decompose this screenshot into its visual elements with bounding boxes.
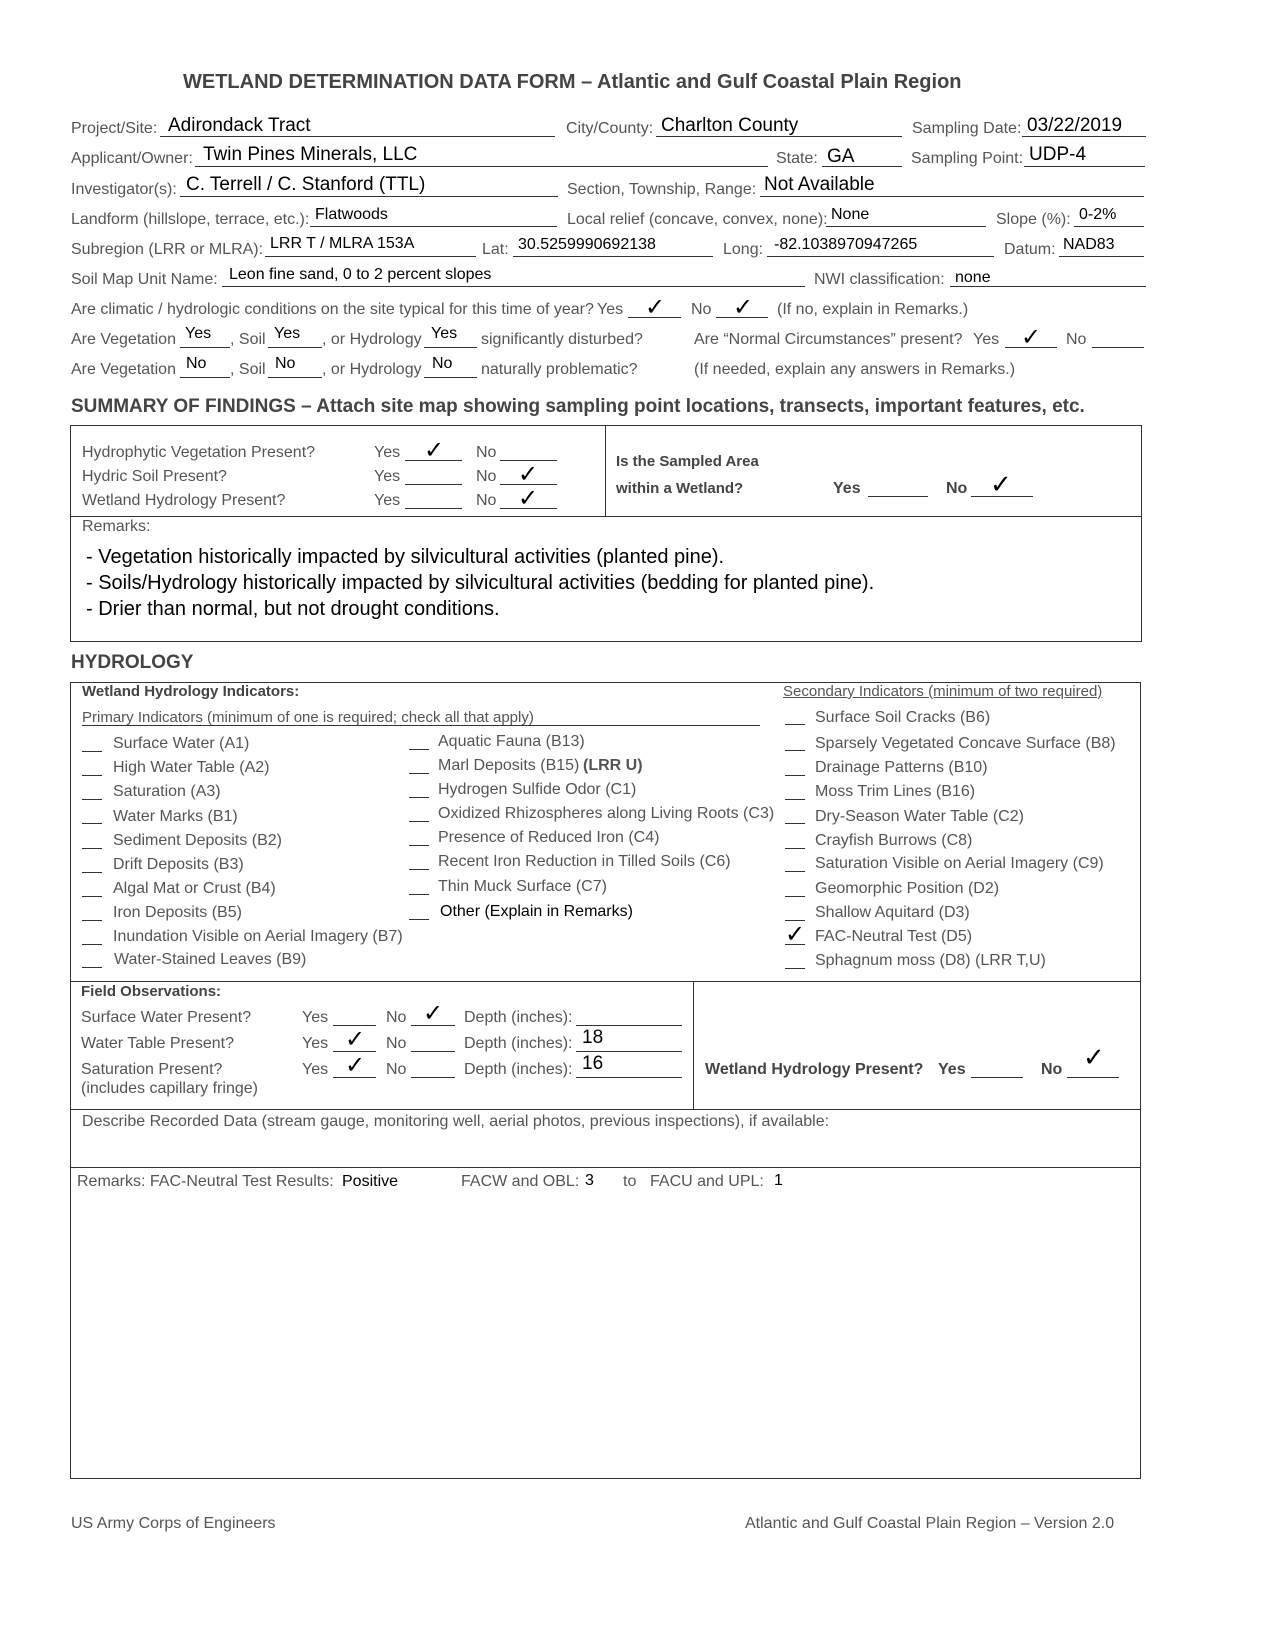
investigator-underline [180, 196, 558, 197]
primary-8-blank[interactable] [82, 920, 102, 921]
saturation-depth-line [576, 1077, 682, 1078]
primary-11-blank[interactable] [409, 749, 429, 750]
surface-water-depth-label: Depth (inches): [464, 1009, 573, 1026]
primary-10-blank[interactable] [82, 967, 102, 968]
problematic-hydro-label: , or Hydrology [322, 361, 422, 378]
water-table-depth-line [576, 1051, 682, 1052]
date-value[interactable]: 03/22/2019 [1027, 115, 1123, 136]
summary-remark-1: - Vegetation historically impacted by silvicultural activities (planted pine). [86, 546, 725, 568]
summary-remarks-label: Remarks: [82, 518, 151, 535]
climatic-no-check[interactable]: ✓ [733, 293, 754, 321]
secondary-saturation-visible: Saturation Visible on Aerial Imagery (C9) [815, 855, 1104, 872]
hydric-yes-line [405, 484, 462, 485]
wh-present-label: Wetland Hydrology Present? [705, 1061, 924, 1078]
project-value[interactable]: Adirondack Tract [168, 115, 311, 136]
disturbed-hydro-label: , or Hydrology [322, 331, 422, 348]
hydrology-heading: HYDROLOGY [71, 652, 194, 673]
saturation-depth-label: Depth (inches): [464, 1061, 573, 1078]
long-value[interactable]: -82.1038970947265 [774, 236, 918, 253]
problematic-soil-value[interactable]: No [275, 355, 296, 372]
hydrophytic-yes-check[interactable]: ✓ [424, 436, 445, 464]
secondary-shallow-aquitard: Shallow Aquitard (D3) [815, 904, 970, 921]
hydrophytic-no-label: No [476, 444, 497, 461]
fac-result-value: Positive [342, 1173, 399, 1190]
nwi-value[interactable]: none [955, 269, 991, 286]
summary-divider [605, 425, 606, 516]
primary-4-blank[interactable] [82, 823, 102, 824]
project-underline [160, 136, 555, 137]
primary-inundation: Inundation Visible on Aerial Imagery (B7) [113, 928, 403, 945]
sampled-area-line2: within a Wetland? [616, 480, 744, 497]
hydrology-remarks-label: Remarks: FAC-Neutral Test Results: [77, 1173, 334, 1190]
wh-present-no-label: No [1041, 1061, 1063, 1078]
primary-9-blank[interactable] [82, 944, 102, 945]
normal-no-label: No [1066, 331, 1087, 348]
wh-present-yes-label: Yes [938, 1061, 966, 1078]
saturation-no-label: No [386, 1061, 407, 1078]
field-obs-bottom [70, 1109, 1140, 1110]
problematic-veg-line [180, 377, 230, 378]
primary-lrr-u: (LRR U) [583, 757, 643, 774]
problematic-hydro-line [424, 377, 477, 378]
climatic-no-label: No [691, 301, 712, 318]
primary-6-blank[interactable] [82, 872, 102, 873]
primary-water-marks: Water Marks (B1) [113, 808, 238, 825]
section-value[interactable]: Not Available [764, 174, 875, 195]
primary-15-blank[interactable] [409, 845, 429, 846]
primary-17-blank[interactable] [409, 894, 429, 895]
date-label: Sampling Date: [912, 120, 1022, 137]
primary-reduced-iron: Presence of Reduced Iron (C4) [438, 829, 660, 846]
water-table-depth-value[interactable]: 18 [582, 1027, 604, 1048]
primary-13-blank[interactable] [409, 797, 429, 798]
hydric-yes-label: Yes [374, 468, 401, 485]
secondary-sphagnum-moss: Sphagnum moss (D8) (LRR T,U) [815, 952, 1046, 969]
landform-value[interactable]: Flatwoods [315, 206, 388, 223]
landform-underline [310, 226, 557, 227]
primary-algal-mat: Algal Mat or Crust (B4) [113, 880, 276, 897]
secondary-surface-soil-cracks: Surface Soil Cracks (B6) [815, 709, 991, 726]
wetland-hydro-yes-line [405, 508, 462, 509]
secondary-geomorphic-position: Geomorphic Position (D2) [815, 880, 1000, 897]
lat-underline [513, 256, 713, 257]
facw-value: 3 [585, 1172, 594, 1189]
climatic-yes-check[interactable]: ✓ [645, 293, 666, 321]
primary-3-blank[interactable] [82, 799, 102, 800]
secondary-drainage-patterns: Drainage Patterns (B10) [815, 759, 988, 776]
secondary-fac-neutral-check[interactable]: ✓ [785, 920, 806, 948]
recorded-data-label: Describe Recorded Data (stream gauge, monitoring well, aerial photos, previous inspections), if available: [82, 1113, 830, 1130]
normal-question: Are “Normal Circumstances” present? [694, 331, 963, 348]
saturation-no-line [411, 1077, 455, 1078]
landform-label: Landform (hillslope, terrace, etc.): [71, 211, 310, 228]
saturation-label: Saturation Present? [81, 1061, 223, 1078]
climatic-note: (If no, explain in Remarks.) [777, 301, 969, 318]
hydrophytic-label: Hydrophytic Vegetation Present? [82, 444, 316, 461]
primary-underline [82, 725, 760, 726]
secondary-4-blank[interactable] [785, 799, 805, 800]
secondary-1-blank[interactable] [785, 724, 805, 725]
problematic-veg-label: Are Vegetation [71, 361, 176, 378]
summary-remark-2: - Soils/Hydrology historically impacted by silvicultural activities (bedding for planted pine). [86, 572, 875, 594]
applicant-label: Applicant/Owner: [71, 150, 193, 167]
primary-other: Other (Explain in Remarks) [440, 903, 633, 920]
to-label: to [623, 1173, 637, 1190]
long-underline [767, 256, 994, 257]
hydric-no-check[interactable]: ✓ [518, 460, 539, 488]
sampled-yes-line [868, 496, 928, 497]
water-table-yes-label: Yes [302, 1035, 329, 1052]
primary-water-stained: Water-Stained Leaves (B9) [114, 951, 307, 968]
wh-present-yes-line [971, 1077, 1023, 1078]
primary-iron-deposits: Iron Deposits (B5) [113, 904, 242, 921]
secondary-6-blank[interactable] [785, 848, 805, 849]
date-underline [1022, 136, 1146, 137]
saturation-yes-label: Yes [302, 1061, 329, 1078]
surface-water-yes-label: Yes [302, 1009, 329, 1026]
disturbed-hydro-line [424, 347, 477, 348]
hydrophytic-yes-label: Yes [374, 444, 401, 461]
recorded-bottom [70, 1167, 1140, 1168]
secondary-3-blank[interactable] [785, 775, 805, 776]
normal-yes-check[interactable]: ✓ [1021, 323, 1042, 351]
primary-surface-water: Surface Water (A1) [113, 735, 250, 752]
wetland-hydro-no-check[interactable]: ✓ [518, 484, 539, 512]
datum-underline [1059, 256, 1144, 257]
slope-label: Slope (%): [996, 211, 1071, 228]
disturbed-soil-value[interactable]: Yes [274, 325, 301, 342]
section-underline [760, 196, 1144, 197]
primary-1-blank[interactable] [82, 751, 102, 752]
problematic-soil-label: , Soil [230, 361, 266, 378]
primary-thin-muck: Thin Muck Surface (C7) [438, 878, 607, 895]
primary-16-blank[interactable] [409, 869, 429, 870]
field-obs-label: Field Observations: [81, 983, 222, 1000]
secondary-7-blank[interactable] [785, 871, 805, 872]
subregion-underline [265, 256, 476, 257]
primary-marl-deposits: Marl Deposits (B15) [438, 757, 580, 774]
datum-label: Datum: [1004, 241, 1056, 258]
water-table-depth-label: Depth (inches): [464, 1035, 573, 1052]
disturbed-veg-value[interactable]: Yes [185, 325, 212, 342]
climatic-question: Are climatic / hydrologic conditions on the site typical for this time of year? [71, 301, 594, 318]
footer-right: Atlantic and Gulf Coastal Plain Region – Version 2.0 [745, 1515, 1115, 1532]
secondary-sparsely-vegetated: Sparsely Vegetated Concave Surface (B8) [815, 735, 1116, 752]
applicant-underline [195, 166, 768, 167]
secondary-8-blank[interactable] [785, 896, 805, 897]
facw-label: FACW and OBL: [461, 1173, 580, 1190]
secondary-5-blank[interactable] [785, 823, 805, 824]
primary-sediment-deposits: Sediment Deposits (B2) [113, 832, 282, 849]
summary-heading: SUMMARY OF FINDINGS – Attach site map showing sampling point locations, transects, important features, etc. [71, 396, 1085, 417]
secondary-2-blank[interactable] [785, 750, 805, 751]
soil-label: Soil Map Unit Name: [71, 271, 218, 288]
summary-remarks-divider [70, 516, 1141, 517]
slope-value[interactable]: 0-2% [1079, 206, 1117, 223]
hydric-no-label: No [476, 468, 497, 485]
surface-water-label: Surface Water Present? [81, 1009, 252, 1026]
state-label: State: [776, 150, 818, 167]
water-table-no-line [411, 1051, 455, 1052]
investigator-label: Investigator(s): [71, 181, 177, 198]
disturbed-veg-label: Are Vegetation [71, 331, 176, 348]
surface-water-depth-line [576, 1025, 682, 1026]
disturbed-hydro-value[interactable]: Yes [431, 325, 458, 342]
soil-value[interactable]: Leon fine sand, 0 to 2 percent slopes [229, 266, 492, 283]
primary-7-blank[interactable] [82, 896, 102, 897]
nwi-underline [950, 286, 1146, 287]
secondary-moss-trim-lines: Moss Trim Lines (B16) [815, 783, 976, 800]
state-underline [822, 166, 902, 167]
summary-remark-3: - Drier than normal, but not drought conditions. [86, 598, 500, 620]
sampled-no-label: No [946, 480, 968, 497]
sampled-no-check[interactable]: ✓ [990, 470, 1012, 500]
wh-present-no-check[interactable]: ✓ [1083, 1043, 1105, 1073]
point-underline [1024, 166, 1145, 167]
facu-label: FACU and UPL: [650, 1173, 764, 1190]
form-title: WETLAND DETERMINATION DATA FORM – Atlantic and Gulf Coastal Plain Region [183, 71, 962, 93]
point-value[interactable]: UDP-4 [1029, 144, 1087, 165]
primary-recent-iron-reduction: Recent Iron Reduction in Tilled Soils (C6) [438, 853, 731, 870]
primary-18-blank[interactable] [409, 919, 429, 920]
point-label: Sampling Point: [911, 150, 1024, 167]
primary-5-blank[interactable] [82, 848, 102, 849]
wetland-hydro-label: Wetland Hydrology Present? [82, 492, 286, 509]
saturation-yes-check[interactable]: ✓ [345, 1051, 366, 1079]
primary-label: Primary Indicators (minimum of one is required; check all that apply) [82, 709, 534, 726]
indicators-divider [70, 981, 1140, 982]
relief-value[interactable]: None [831, 206, 870, 223]
city-value[interactable]: Charlton County [661, 115, 799, 136]
surface-water-no-check[interactable]: ✓ [423, 999, 444, 1027]
city-underline [656, 136, 902, 137]
primary-14-blank[interactable] [409, 821, 429, 822]
lat-value[interactable]: 30.5259990692138 [518, 236, 656, 253]
water-table-yes-check[interactable]: ✓ [345, 1025, 366, 1053]
primary-oxidized-rhizospheres: Oxidized Rhizospheres along Living Roots (C3) [438, 805, 775, 822]
primary-hydrogen-sulfide: Hydrogen Sulfide Odor (C1) [438, 781, 637, 798]
hydric-label: Hydric Soil Present? [82, 468, 227, 485]
needed-note: (If needed, explain any answers in Remarks.) [694, 361, 1016, 378]
secondary-11-blank[interactable] [785, 968, 805, 969]
relief-label: Local relief (concave, convex, none): [567, 211, 828, 228]
soil-underline [222, 286, 805, 287]
primary-saturation: Saturation (A3) [113, 783, 221, 800]
investigator-value[interactable]: C. Terrell / C. Stanford (TTL) [186, 174, 426, 195]
problematic-hydro-value[interactable]: No [432, 355, 453, 372]
primary-12-blank[interactable] [409, 773, 429, 774]
city-label: City/County: [566, 120, 654, 137]
secondary-label: Secondary Indicators (minimum of two required) [783, 683, 1103, 700]
subregion-value[interactable]: LRR T / MLRA 153A [270, 235, 415, 252]
long-label: Long: [723, 241, 764, 258]
secondary-fac-neutral: FAC-Neutral Test (D5) [815, 928, 973, 945]
subregion-label: Subregion (LRR or MLRA): [71, 241, 264, 258]
secondary-dry-season: Dry-Season Water Table (C2) [815, 808, 1024, 825]
footer-left: US Army Corps of Engineers [71, 1515, 276, 1532]
surface-water-no-label: No [386, 1009, 407, 1026]
water-table-label: Water Table Present? [81, 1035, 234, 1052]
climatic-yes-label: Yes [597, 301, 624, 318]
wetland-hydro-no-label: No [476, 492, 497, 509]
disturbed-soil-line [268, 347, 322, 348]
wetland-hydro-yes-label: Yes [374, 492, 401, 509]
datum-value[interactable]: NAD83 [1063, 236, 1115, 253]
capillary-label: (includes capillary fringe) [81, 1080, 258, 1097]
state-value[interactable]: GA [827, 146, 855, 167]
primary-high-water-table: High Water Table (A2) [113, 759, 270, 776]
project-label: Project/Site: [71, 120, 158, 137]
disturbed-soil-label: , Soil [230, 331, 266, 348]
secondary-crayfish-burrows: Crayfish Burrows (C8) [815, 832, 973, 849]
section-label: Section, Township, Range: [567, 181, 757, 198]
slope-underline [1074, 226, 1144, 227]
wh-present-no-line [1067, 1077, 1119, 1078]
nwi-label: NWI classification: [814, 271, 945, 288]
lat-label: Lat: [482, 241, 509, 258]
relief-underline [826, 226, 986, 227]
primary-2-blank[interactable] [82, 775, 102, 776]
normal-no-line [1092, 347, 1144, 348]
problematic-text: naturally problematic? [481, 361, 638, 378]
water-table-no-label: No [386, 1035, 407, 1052]
normal-yes-label: Yes [973, 331, 1000, 348]
sampled-yes-label: Yes [833, 480, 861, 497]
disturbed-veg-line [180, 347, 230, 348]
saturation-depth-value[interactable]: 16 [582, 1053, 604, 1074]
sampled-area-line1: Is the Sampled Area [616, 453, 759, 470]
indicators-label: Wetland Hydrology Indicators: [82, 683, 300, 700]
problematic-soil-line [268, 377, 322, 378]
applicant-value[interactable]: Twin Pines Minerals, LLC [203, 144, 418, 165]
primary-aquatic-fauna: Aquatic Fauna (B13) [438, 733, 585, 750]
primary-drift-deposits: Drift Deposits (B3) [113, 856, 244, 873]
problematic-veg-value[interactable]: No [186, 355, 207, 372]
facu-value: 1 [774, 1172, 783, 1189]
disturbed-text: significantly disturbed? [481, 331, 643, 348]
field-obs-divider [693, 981, 694, 1109]
